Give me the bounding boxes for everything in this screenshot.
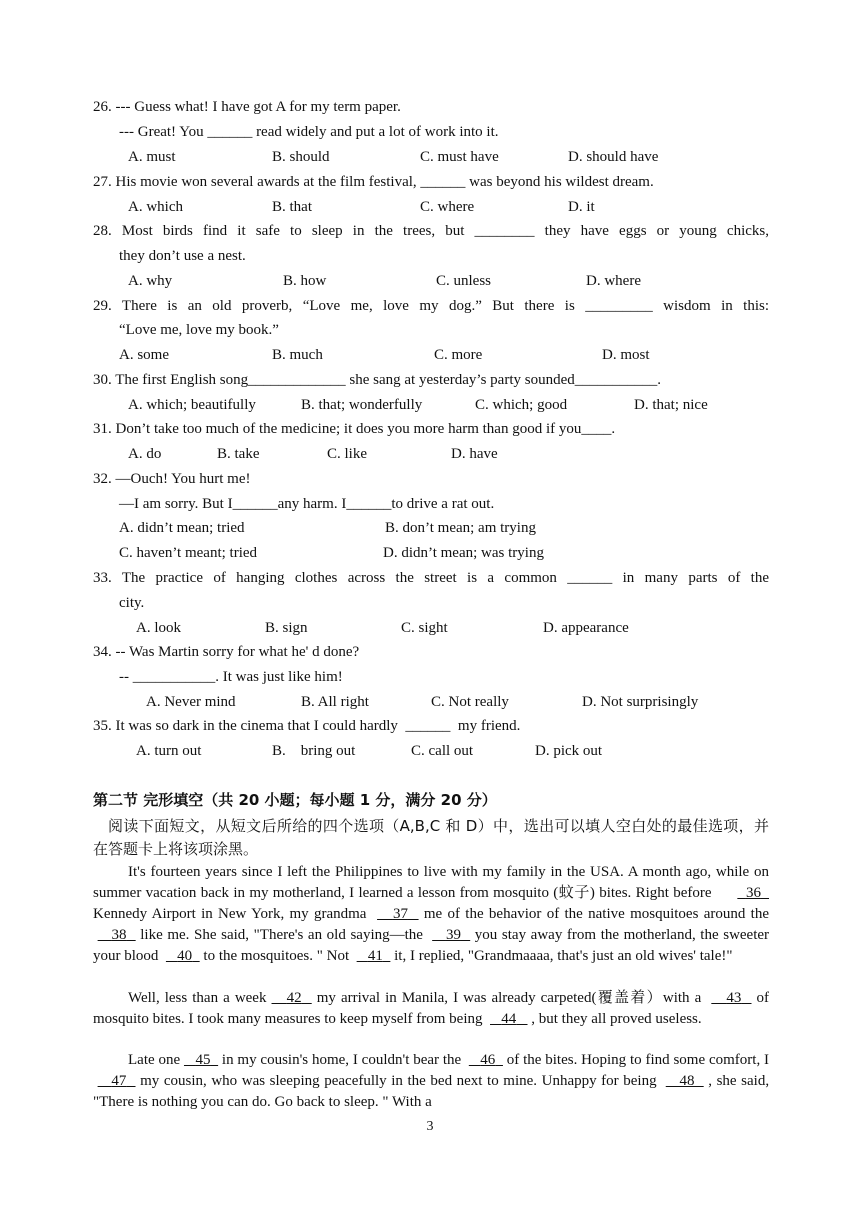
option-d: D. most — [602, 347, 650, 363]
option-c: C. haven’t meant; tried — [119, 545, 258, 561]
question-line: they don’t use a nest. — [119, 248, 246, 264]
question-line: “Love me, love my book.” — [119, 322, 279, 338]
option-b: B. All right — [301, 694, 369, 710]
blank-37: 37 — [392, 906, 408, 922]
option-d: D. it — [568, 199, 595, 215]
option-c: C. call out — [411, 743, 474, 759]
option-c: C. where — [420, 199, 475, 215]
option-b: B. that; wonderfully — [301, 397, 423, 413]
option-a: A. Never mind — [146, 694, 236, 710]
option-b: B. sign — [265, 620, 308, 636]
section-instruction: 阅读下面短文，从短文后所给的四个选项（A,B,C 和 D）中，选出可以填人空白处的最佳选项，并在答题卡上将该项涂黑。 — [93, 817, 769, 858]
option-a: A. must — [128, 149, 176, 165]
option-a: A. look — [136, 620, 181, 636]
blank-48: 48 — [679, 1073, 695, 1089]
page-number: 3 — [426, 1119, 434, 1134]
question-30: 30. The first English song_____________ she sang at yesterday’s party sounded___________. — [93, 372, 661, 388]
question-35: 35. It was so dark in the cinema that I could hardly ______ my friend. — [93, 718, 521, 734]
option-c: C. sight — [401, 620, 448, 636]
blank-42: 42 — [286, 990, 302, 1006]
option-b: B. bring out — [272, 743, 356, 759]
option-d: D. Not surprisingly — [582, 694, 699, 710]
blank-47: 47 — [111, 1073, 127, 1089]
question-28: 28. Most birds find it safe to sleep in the trees, but ________ they have eggs or young chicks, — [93, 223, 770, 239]
passage-paragraph-1: It's fourteen years since I left the Philippines to live with my family in the USA. A month ago, while on summer vacation back in my motherland, I learned a lesson from mosquito (蚊子) bites. Right before 36 Kennedy Airport in New York, my grandma 37 me of the behavior of the native mosquitoes around the 38 like me. She said, "There's an old saying—the 39 you stay away from the motherland, the sweeter your blood 40 to the mosquitoes. " Not 41 it, I replied, "Grandmaaaa, that's just an old wives' tale!" — [93, 864, 770, 964]
option-a: A. some — [119, 347, 169, 363]
option-d: D. appearance — [543, 620, 629, 636]
blank-45: 45 — [195, 1052, 211, 1068]
option-b: B. don’t mean; am trying — [385, 520, 536, 536]
option-c: C. unless — [436, 273, 492, 289]
question-26: 26. --- Guess what! I have got A for my term paper. — [93, 99, 401, 115]
question-line: —I am sorry. But I______any harm. I______to drive a rat out. — [119, 496, 495, 512]
option-d: D. that; nice — [634, 397, 708, 413]
question-27: 27. His movie won several awards at the film festival, ______ was beyond his wildest dream. — [93, 174, 654, 190]
question-line: -- ___________. It was just like him! — [119, 669, 343, 685]
blank-43: 43 — [726, 990, 742, 1006]
question-33: 33. The practice of hanging clothes across the street is a common ______ in many parts of the — [93, 570, 769, 586]
option-b: B. that — [272, 199, 312, 215]
passage-paragraph-2: Well, less than a week 42 my arrival in Manila, I was already carpeted(覆盖着）with a 43 of mosquito bites. I took many measures to keep myself from being 44 , but they all proved useless. — [93, 990, 770, 1027]
option-d: D. have — [451, 446, 498, 462]
option-c: C. more — [434, 347, 483, 363]
option-d: D. should have — [568, 149, 659, 165]
question-31: 31. Don’t take too much of the medicine; it does you more harm than good if you____. — [93, 421, 616, 437]
blank-38: 38 — [111, 927, 127, 943]
option-c: C. like — [327, 446, 367, 462]
option-c: C. Not really — [431, 694, 509, 710]
blank-36: 36 — [745, 885, 761, 901]
option-b: B. take — [217, 446, 260, 462]
question-32: 32. —Ouch! You hurt me! — [93, 471, 251, 487]
blank-39: 39 — [445, 927, 461, 943]
question-line: city. — [119, 595, 145, 611]
option-b: B. much — [272, 347, 323, 363]
option-a: A. do — [128, 446, 162, 462]
passage-paragraph-3: Late one 45 in my cousin's home, I couldn't bear the 46 of the bites. Hoping to find some comfort, I 47 my cousin, who was sleeping peacefully in the bed next to mine. Unhappy for being 48 , she said, "There is nothing you can do. Go back to sleep. " With a — [93, 1052, 770, 1110]
option-b: B. should — [272, 149, 330, 165]
option-c: C. which; good — [475, 397, 568, 413]
blank-44: 44 — [501, 1011, 517, 1027]
section-title: 第二节 完形填空（共 20 小题；每小题 1 分，满分 20 分） — [93, 791, 497, 809]
blank-46: 46 — [480, 1052, 496, 1068]
option-a: A. why — [128, 273, 173, 289]
question-34: 34. -- Was Martin sorry for what he' d done? — [93, 644, 360, 660]
question-29: 29. There is an old proverb, “Love me, love my dog.” But there is _________ wisdom in this: — [93, 298, 769, 314]
option-b: B. how — [283, 273, 327, 289]
option-a: A. which — [128, 199, 183, 215]
option-d: D. where — [586, 273, 641, 289]
blank-40: 40 — [177, 948, 193, 964]
option-a: A. which; beautifully — [128, 397, 256, 413]
option-a: A. didn’t mean; tried — [119, 520, 245, 536]
option-d: D. didn’t mean; was trying — [383, 545, 544, 561]
option-d: D. pick out — [535, 743, 603, 759]
blank-41: 41 — [367, 948, 383, 964]
option-c: C. must have — [420, 149, 499, 165]
option-a: A. turn out — [136, 743, 202, 759]
question-line: --- Great! You ______ read widely and put a lot of work into it. — [119, 124, 499, 140]
